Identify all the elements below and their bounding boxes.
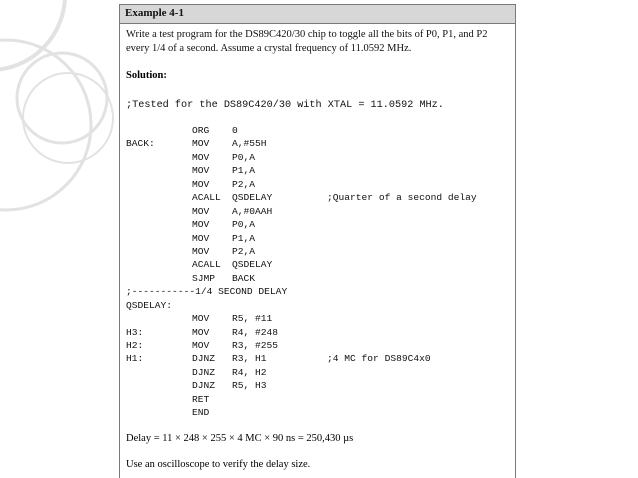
code-line (126, 340, 511, 353)
code-line (126, 219, 511, 232)
code-operand: A,#55H (232, 138, 267, 150)
code-operand: R5, #11 (232, 313, 273, 325)
code-opcode: MOV (192, 219, 210, 231)
code-operand: QSDELAY (232, 259, 273, 271)
code-operand: R4, H2 (232, 366, 267, 378)
code-operand: R3, #255 (232, 340, 279, 351)
code-line (126, 353, 511, 366)
decorative-ring (17, 53, 107, 143)
code-listing (126, 125, 511, 421)
code-line (126, 286, 511, 299)
code-line (126, 300, 511, 313)
code-line (126, 192, 511, 205)
code-opcode: DJNZ (192, 380, 216, 392)
code-operand: P1,A (232, 232, 256, 244)
code-operand: 0 (232, 125, 238, 136)
code-label: H3: (126, 326, 144, 338)
code-opcode: MOV (192, 165, 210, 177)
code-comment: ;4 MC for DS89C4x0 (327, 353, 431, 365)
code-line (126, 380, 511, 393)
code-line (126, 138, 511, 151)
code-operand: P2,A (232, 178, 256, 190)
code-opcode: SJMP (192, 272, 216, 284)
code-line (126, 394, 511, 407)
code-operand: R4, #248 (232, 326, 279, 338)
code-opcode: ACALL (192, 192, 221, 204)
problem-statement: Write a test program for the DS89C420/30 chip to toggle all the bits of P0, P1, and P2 every 1/4 of a second. Assume a crystal frequency of 11.0592 MHz. (126, 29, 488, 54)
code-opcode: MOV (192, 245, 210, 257)
code-opcode: ORG (192, 125, 210, 136)
code-operand: P0,A (232, 219, 256, 231)
code-opcode: RET (192, 393, 210, 405)
code-line (126, 327, 511, 340)
code-line (126, 313, 511, 326)
code-operand: P1,A (232, 165, 256, 177)
code-operand: P2,A (232, 245, 256, 257)
code-operand: P0,A (232, 151, 256, 163)
code-separator: ;-----------1/4 SECOND DELAY (126, 286, 288, 298)
code-opcode: MOV (192, 313, 210, 325)
code-opcode: END (192, 407, 210, 419)
decorative-ring (23, 73, 113, 163)
code-opcode: MOV (192, 138, 210, 150)
code-opcode: MOV (192, 232, 210, 244)
code-opcode: MOV (192, 151, 210, 163)
example-panel (119, 4, 516, 478)
code-label: H1: (126, 353, 144, 365)
example-title-bar (120, 4, 515, 24)
code-label: QSDELAY: (126, 299, 173, 311)
code-line (126, 273, 511, 286)
delay-formula: Delay = 11 × 248 × 255 × 4 MC × 90 ns = 250,430 µs (126, 433, 354, 444)
code-line (126, 259, 511, 272)
example-title: Example 4-1 (125, 7, 184, 19)
code-line (126, 125, 511, 138)
header-comment: ;Tested for the DS89C420/30 with XTAL = 11.0592 MHz. (126, 100, 444, 111)
verification-note: Use an oscilloscope to verify the delay size. (126, 459, 311, 470)
code-opcode: DJNZ (192, 366, 216, 378)
code-comment: ;Quarter of a second delay (327, 192, 477, 204)
code-operand: A,#0AAH (232, 205, 273, 217)
code-line (126, 246, 511, 259)
code-line (126, 206, 511, 219)
code-opcode: ACALL (192, 259, 221, 271)
code-opcode: MOV (192, 326, 210, 338)
code-opcode: DJNZ (192, 353, 216, 365)
code-opcode: MOV (192, 205, 210, 217)
code-label: BACK: (126, 138, 155, 150)
code-operand: R3, H1 (232, 353, 267, 365)
code-opcode: MOV (192, 178, 210, 190)
code-operand: BACK (232, 272, 256, 284)
code-label: H2: (126, 340, 144, 351)
code-line (126, 407, 511, 420)
code-line (126, 233, 511, 246)
decorative-ring (0, 0, 65, 70)
code-line (126, 367, 511, 380)
solution-label: Solution: (126, 70, 167, 81)
code-line (126, 165, 511, 178)
decorative-rings (0, 0, 113, 210)
code-operand: R5, H3 (232, 380, 267, 392)
code-line (126, 179, 511, 192)
code-operand: QSDELAY (232, 192, 273, 204)
code-line (126, 152, 511, 165)
code-opcode: MOV (192, 340, 210, 351)
